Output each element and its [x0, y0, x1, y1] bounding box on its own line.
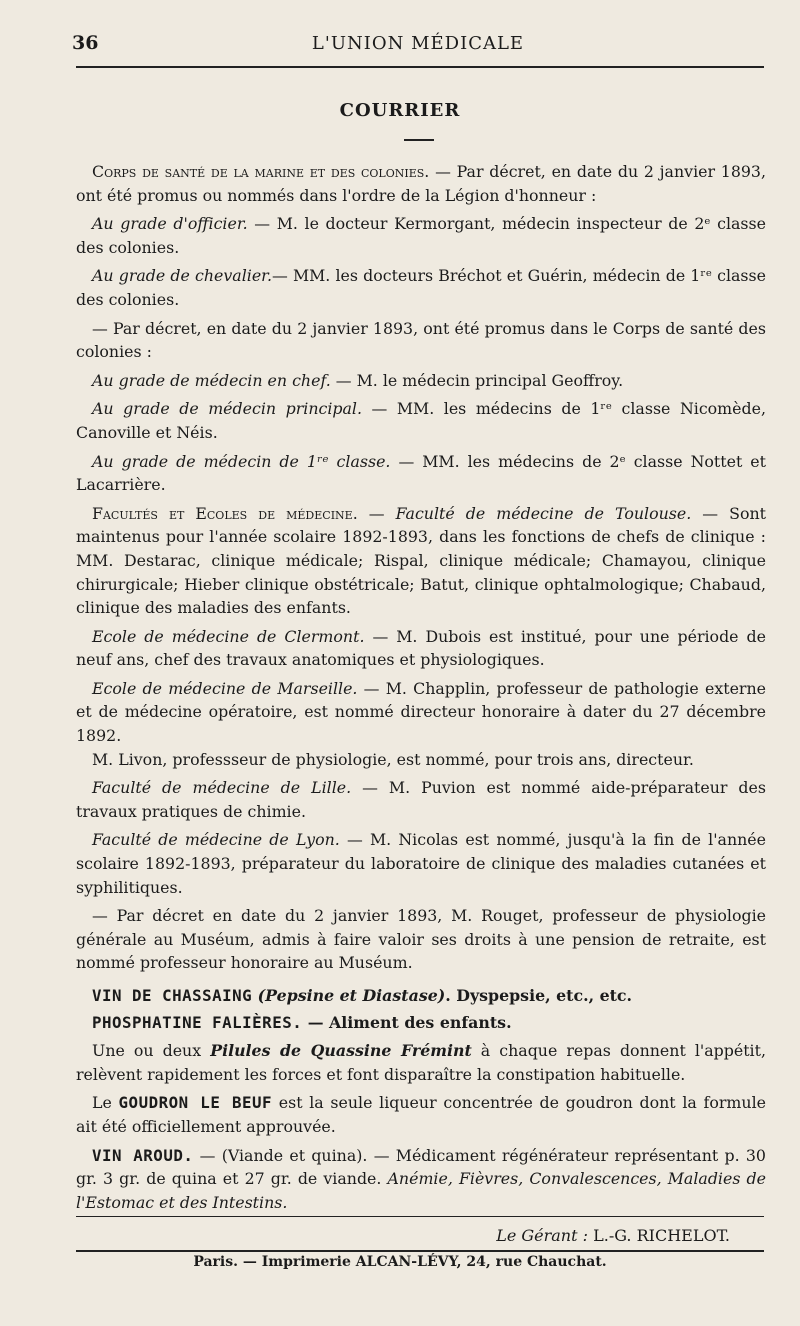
paragraph-text: — MM. les médecins de 1ʳᵉ classe Nicomède, Canoville et Néis.: [76, 399, 766, 442]
ad-prefix: Une ou deux: [92, 1041, 211, 1061]
ad-product-name: GOUDRON LE BEUF: [118, 1093, 273, 1113]
paragraph: [76, 212, 766, 259]
grade-label: Au grade de médecin en chef.: [92, 370, 331, 390]
paragraph: [76, 677, 766, 748]
section-rule: [404, 139, 434, 141]
advertisement: [76, 984, 766, 1008]
ad-text: . Dyspepsie, etc., etc.: [445, 986, 633, 1005]
paragraph-text: — M. Chapplin, professeur de pathologie externe et de médecine opératoire, est nommé directeur honoraire à dater du 27 décembre 1892.: [76, 678, 766, 746]
paragraph-heading: Facultés et Ecoles de médecine.: [92, 503, 358, 523]
paragraph: [76, 828, 766, 899]
paragraph: [76, 625, 766, 672]
paragraph-text: — M. Nicolas est nommé, jusqu'à la fin de l'année scolaire 1892-1893, préparateur du laboratoire de clinique des maladies cutanées et syphilitiques.: [76, 830, 766, 897]
ad-text: — (Viande et quina). — Médicament régénérateur représentant p. 30 gr. 3 gr. de quina et 27 gr. de viande.: [76, 1145, 766, 1189]
gerant-label: Le Gérant :: [496, 1226, 589, 1245]
running-header: [72, 32, 764, 62]
section-title: COURRIER: [339, 100, 461, 121]
paragraph: [76, 264, 766, 311]
grade-label: Au grade d'officier.: [92, 214, 248, 234]
paragraph-text: — MM. les médecins de 2ᵉ classe Nottet et Lacarrière.: [76, 451, 767, 495]
paragraph-text: — Par décret en date du 2 janvier 1893, M. Rouget, professeur de physiologie générale au Muséum, admis à faire valoir ses droits à une pension de retraite, est nommé professeur honoraire au Muséum.: [76, 906, 766, 973]
page-number: 36: [72, 32, 99, 54]
ad-parenthetical: (Pepsine et Diastase): [252, 986, 446, 1005]
paragraph-text: — Par décret, en date du 2 janvier 1893, ont été promus dans le Corps de santé des colonies :: [76, 318, 766, 362]
paragraph-heading: Corps de santé de la marine et des colonies.: [92, 162, 430, 181]
printer-imprint: Paris. — Imprimerie ALCAN-LÉVY, 24, rue Chauchat.: [193, 1254, 607, 1270]
ad-indications: Anémie, Fièvres, Convalescences, Maladies de l'Estomac et des Intestins.: [76, 1169, 766, 1212]
advertisement: [76, 1011, 766, 1035]
paragraph-text: — M. le médecin principal Geoffroy.: [330, 370, 624, 390]
advertisement: [76, 1039, 766, 1086]
ad-text: est la seule liqueur concentrée de goudron dont la formule ait été officiellement approuvée.: [76, 1093, 766, 1136]
faculty-label: Faculté de médecine de Lille.: [92, 778, 352, 798]
advertisement: [76, 1144, 766, 1215]
paragraph-dash: —: [357, 503, 396, 523]
article-body: [76, 160, 766, 1219]
paragraph: [76, 450, 766, 497]
ad-product-name: VIN DE CHASSAING: [92, 986, 253, 1005]
paragraph: [76, 397, 766, 444]
grade-label: Au grade de médecin principal.: [92, 399, 362, 419]
paragraph: [76, 502, 766, 620]
paragraph: [76, 369, 766, 393]
ad-prefix: Le: [92, 1093, 119, 1113]
faculty-label: Ecole de médecine de Clermont.: [92, 626, 365, 646]
journal-title: L'UNION MÉDICALE: [311, 33, 525, 54]
paragraph-text: — M. le docteur Kermorgant, médecin inspecteur de 2ᵉ classe des colonies.: [76, 214, 766, 257]
faculty-label: Faculté de médecine de Lyon.: [92, 830, 340, 850]
paragraph: [76, 904, 766, 975]
grade-label: Au grade de médecin de 1ʳᵉ classe.: [92, 451, 391, 471]
paragraph: [76, 748, 766, 772]
ad-text: à chaque repas donnent l'appétit, relèvent rapidement les forces et font disparaître la constipation habituelle.: [76, 1041, 766, 1084]
paragraph-text: — Sont maintenus pour l'année scolaire 1892-1893, dans les fonctions de chefs de clinique : MM. Destarac, clinique médicale; Rispal, clinique médicale; Chamayou, clinique chirurgicale; Hieber clinique obstétricale; Batut, clinique ophtalmologique; Chabaud, clinique des maladies des enfants.: [76, 503, 766, 618]
ad-product-name: PHOSPHATINE FALIÈRES.: [92, 1012, 303, 1032]
gerant-signature: [496, 1226, 730, 1245]
faculty-label: Ecole de médecine de Marseille.: [92, 678, 358, 698]
paragraph-text: — Par décret, en date du 2 janvier 1893, ont été promus ou nommés dans l'ordre de la Légion d'honneur :: [76, 162, 767, 205]
gerant-name: L.-G. RICHELOT.: [588, 1226, 730, 1245]
footer-rule-bottom: [76, 1250, 764, 1252]
paragraph: [76, 317, 766, 364]
paragraph: [76, 160, 766, 207]
header-rule: [76, 66, 764, 68]
ad-product-name: Pilules de Quassine Frémint: [210, 1041, 472, 1061]
paragraph-text: M. Livon, professseur de physiologie, est nommé, pour trois ans, directeur.: [92, 749, 694, 769]
paragraph-text: — M. Dubois est institué, pour une période de neuf ans, chef des travaux anatomiques et physiologiques.: [76, 626, 766, 670]
grade-label: Au grade de chevalier.: [92, 266, 273, 286]
paragraph-text: — MM. les docteurs Bréchot et Guérin, médecin de 1ʳᵉ classe des colonies.: [76, 266, 766, 309]
ad-product-name: VIN AROUD.: [92, 1145, 194, 1165]
paragraph-text: — M. Puvion est nommé aide-préparateur des travaux pratiques de chimie.: [76, 778, 767, 821]
faculty-label: Faculté de médecine de Toulouse.: [395, 503, 692, 523]
paragraph: [76, 776, 766, 823]
ad-text: — Aliment des enfants.: [302, 1012, 512, 1032]
footer-rule: [76, 1216, 764, 1217]
advertisement: [76, 1091, 766, 1138]
